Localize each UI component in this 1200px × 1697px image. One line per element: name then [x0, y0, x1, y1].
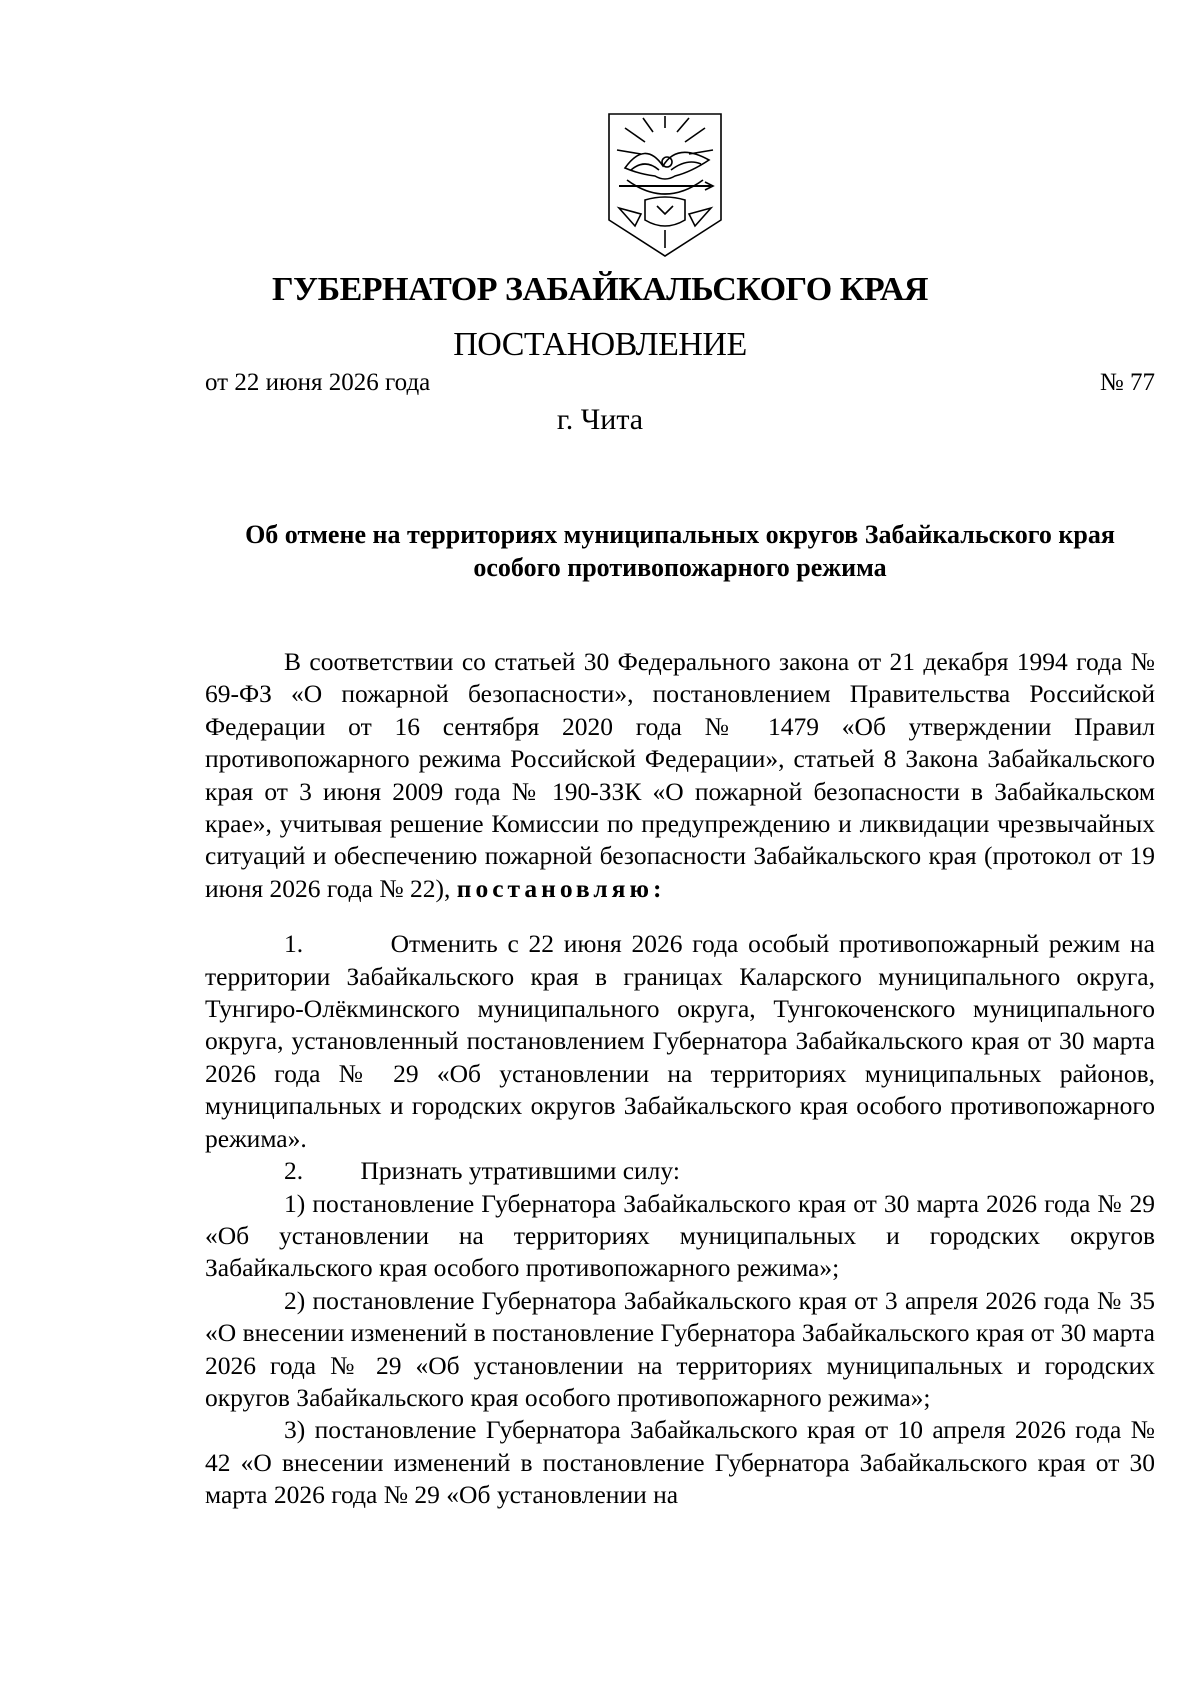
document-meta: [205, 367, 1155, 399]
document-title: Об отмене на территориях муниципальных округов Забайкальского края особого противопожарного режима: [245, 520, 1115, 582]
subitem-1-paragraph: 1) постановление Губернатора Забайкальского края от 30 марта 2026 года № 29 «Об установлении на территориях муниципальных и городских округов Забайкальского края особого противопожарного режима»;: [205, 1188, 1155, 1283]
decree-word: постановляю:: [456, 873, 666, 903]
document-body: [205, 646, 1155, 1512]
subitem-2-paragraph: 2) постановление Губернатора Забайкальского края от 3 апреля 2026 года № 35 «О внесении изменений в постановление Губернатора Забайкальского края от 30 марта 2026 года № 29 «Об установлении на территориях муниципальных и городских округов Забайкальского края особого противопожарного режима»;: [205, 1285, 1155, 1412]
item-1-number: 1.: [284, 929, 304, 959]
item-2-text: Признать утратившими силу:: [360, 1156, 680, 1186]
coat-of-arms-emblem: [605, 110, 725, 260]
item-2-number: 2.: [284, 1156, 304, 1186]
preamble-text: В соответствии со статьей 30 Федерального закона от 21 декабря 1994 года № 69-ФЗ «О пожарной безопасности», постановлением Правительства Российской Федерации от 16 сентября 2020 года № 1479 «Об утверждении Правил противопожарного режима Российской Федерации», статьей 8 Закона Забайкальского края от 3 июня 2009 года № 190-ЗЗК «О пожарной безопасности в Забайкальском крае», учитывая решение Комиссии по предупреждению и ликвидации чрезвычайных ситуаций и обеспечению пожарной безопасности Забайкальского края (протокол от 19 июня 2026 года № 22),: [205, 647, 1155, 903]
item-2-paragraph: [205, 1155, 1155, 1187]
paragraph-gap: [205, 905, 1155, 928]
item-1-paragraph: [205, 928, 1155, 1155]
issuing-authority: ГУБЕРНАТОР ЗАБАЙКАЛЬСКОГО КРАЯ: [272, 271, 928, 308]
preamble-paragraph: [205, 646, 1155, 905]
document-number: № 77: [1099, 369, 1155, 396]
document-date: от 22 июня 2026 года: [205, 369, 431, 396]
document-type: ПОСТАНОВЛЕНИЕ: [453, 326, 747, 363]
item-1-text: Отменить с 22 июня 2026 года особый противопожарный режим на территории Забайкальского края в границах Каларского муниципального округа, Тунгиро-Олёкминского муниципального округа, Тунгокоченского муниципального округа, установленный постановлением Губернатора Забайкальского края от 30 марта 2026 года № 29 «Об установлении на территориях муниципальных районов, муниципальных и городских округов Забайкальского края особого противопожарного режима».: [205, 929, 1155, 1153]
subitem-3-paragraph: 3) постановление Губернатора Забайкальского края от 10 апреля 2026 года № 42 «О внесении изменений в постановление Губернатора Забайкальского края от 30 марта 2026 года № 29 «Об установлении на: [205, 1415, 1155, 1510]
issue-city: г. Чита: [556, 403, 644, 436]
